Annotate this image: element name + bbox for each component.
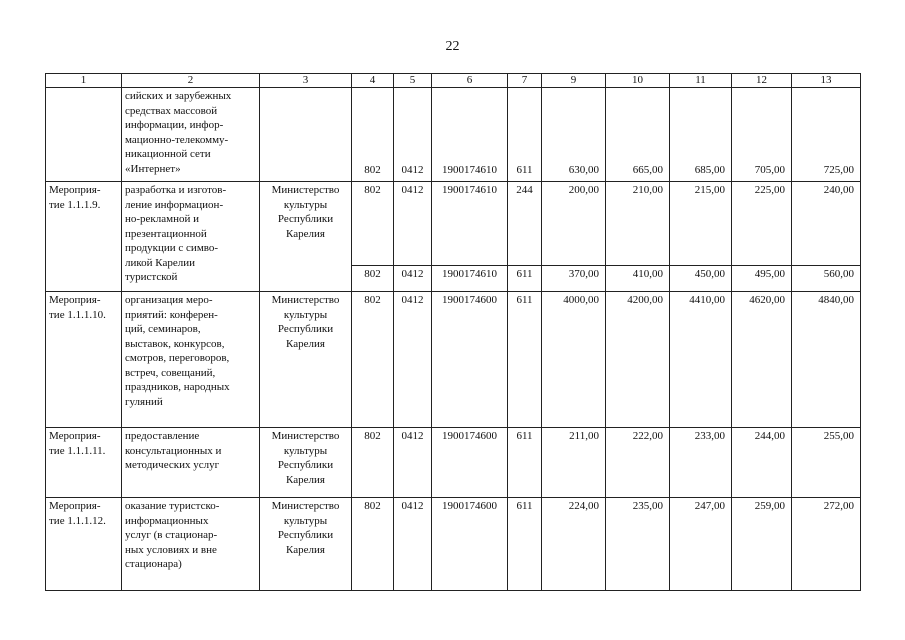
cell-vr: 611 bbox=[508, 292, 542, 428]
column-header: 1 bbox=[46, 74, 122, 88]
measure-description: предоставление консультационных и методических услуг bbox=[122, 428, 260, 498]
column-header: 5 bbox=[394, 74, 432, 88]
cell-rzpr: 0412 bbox=[394, 88, 432, 182]
cell-value: 210,00 bbox=[606, 182, 670, 266]
cell-vr: 611 bbox=[508, 498, 542, 591]
column-header: 9 bbox=[542, 74, 606, 88]
measure-id: Мероприя- тие 1.1.1.10. bbox=[46, 292, 122, 428]
cell-value: 370,00 bbox=[542, 266, 606, 292]
budget-table bbox=[45, 73, 861, 591]
cell-value: 665,00 bbox=[606, 88, 670, 182]
column-header: 4 bbox=[352, 74, 394, 88]
page-number: 22 bbox=[445, 39, 460, 54]
cell-value: 215,00 bbox=[670, 182, 732, 266]
responsible-executor bbox=[260, 88, 352, 182]
cell-grbs: 802 bbox=[352, 292, 394, 428]
cell-value: 705,00 bbox=[732, 88, 792, 182]
cell-grbs: 802 bbox=[352, 182, 394, 266]
measure-id bbox=[46, 88, 122, 182]
cell-value: 200,00 bbox=[542, 182, 606, 266]
responsible-executor: Министерство культуры Республики Карелия bbox=[260, 428, 352, 498]
table-row bbox=[46, 292, 861, 428]
cell-value: 725,00 bbox=[792, 88, 861, 182]
column-header: 7 bbox=[508, 74, 542, 88]
cell-value: 225,00 bbox=[732, 182, 792, 266]
column-header: 13 bbox=[792, 74, 861, 88]
measure-description: сийских и зарубежных средствах массовой информации, инфор- мационно-телекомму- никационной сети «Интернет» bbox=[122, 88, 260, 182]
cell-value: 410,00 bbox=[606, 266, 670, 292]
measure-id: Мероприя- тие 1.1.1.11. bbox=[46, 428, 122, 498]
measure-description: разработка и изготов- ление информацион- но-рекламной и презентационной продукции с симво- ликой Карелии туристской bbox=[122, 182, 260, 292]
column-header: 10 bbox=[606, 74, 670, 88]
column-header: 2 bbox=[122, 74, 260, 88]
cell-value: 4200,00 bbox=[606, 292, 670, 428]
measure-description: оказание туристско- информационных услуг (в стационар- ных условиях и вне стационара) bbox=[122, 498, 260, 591]
cell-value: 4000,00 bbox=[542, 292, 606, 428]
column-header: 6 bbox=[432, 74, 508, 88]
cell-rzpr: 0412 bbox=[394, 292, 432, 428]
table-row bbox=[46, 88, 861, 182]
cell-csr: 1900174600 bbox=[432, 428, 508, 498]
cell-vr: 611 bbox=[508, 88, 542, 182]
cell-grbs: 802 bbox=[352, 88, 394, 182]
cell-grbs: 802 bbox=[352, 266, 394, 292]
measure-id: Мероприя- тие 1.1.1.12. bbox=[46, 498, 122, 591]
responsible-executor: Министерство культуры Республики Карелия bbox=[260, 292, 352, 428]
cell-value: 235,00 bbox=[606, 498, 670, 591]
measure-id: Мероприя- тие 1.1.1.9. bbox=[46, 182, 122, 292]
column-header: 3 bbox=[260, 74, 352, 88]
cell-value: 244,00 bbox=[732, 428, 792, 498]
cell-csr: 1900174600 bbox=[432, 292, 508, 428]
cell-value: 495,00 bbox=[732, 266, 792, 292]
cell-csr: 1900174610 bbox=[432, 182, 508, 266]
cell-vr: 244 bbox=[508, 182, 542, 266]
table-row bbox=[46, 428, 861, 498]
cell-grbs: 802 bbox=[352, 498, 394, 591]
table-row bbox=[46, 182, 861, 266]
cell-value: 211,00 bbox=[542, 428, 606, 498]
responsible-executor: Министерство культуры Республики Карелия bbox=[260, 182, 352, 292]
cell-vr: 611 bbox=[508, 266, 542, 292]
cell-rzpr: 0412 bbox=[394, 182, 432, 266]
cell-rzpr: 0412 bbox=[394, 498, 432, 591]
cell-value: 224,00 bbox=[542, 498, 606, 591]
cell-grbs: 802 bbox=[352, 428, 394, 498]
responsible-executor: Министерство культуры Республики Карелия bbox=[260, 498, 352, 591]
cell-csr: 1900174600 bbox=[432, 498, 508, 591]
cell-rzpr: 0412 bbox=[394, 428, 432, 498]
cell-value: 560,00 bbox=[792, 266, 861, 292]
cell-value: 240,00 bbox=[792, 182, 861, 266]
cell-vr: 611 bbox=[508, 428, 542, 498]
cell-value: 4840,00 bbox=[792, 292, 861, 428]
cell-value: 247,00 bbox=[670, 498, 732, 591]
header-row bbox=[46, 74, 861, 88]
cell-value: 450,00 bbox=[670, 266, 732, 292]
cell-value: 259,00 bbox=[732, 498, 792, 591]
cell-value: 272,00 bbox=[792, 498, 861, 591]
cell-csr: 1900174610 bbox=[432, 88, 508, 182]
cell-rzpr: 0412 bbox=[394, 266, 432, 292]
column-header: 12 bbox=[732, 74, 792, 88]
cell-value: 255,00 bbox=[792, 428, 861, 498]
cell-value: 630,00 bbox=[542, 88, 606, 182]
cell-value: 4620,00 bbox=[732, 292, 792, 428]
cell-csr: 1900174610 bbox=[432, 266, 508, 292]
cell-value: 4410,00 bbox=[670, 292, 732, 428]
cell-value: 222,00 bbox=[606, 428, 670, 498]
table-row bbox=[46, 498, 861, 591]
cell-value: 233,00 bbox=[670, 428, 732, 498]
column-header: 11 bbox=[670, 74, 732, 88]
cell-value: 685,00 bbox=[670, 88, 732, 182]
measure-description: организация меро- приятий: конферен- ций, семинаров, выставок, конкурсов, смотров, переговоров, встреч, совещаний, праздников, народных гуляний bbox=[122, 292, 260, 428]
